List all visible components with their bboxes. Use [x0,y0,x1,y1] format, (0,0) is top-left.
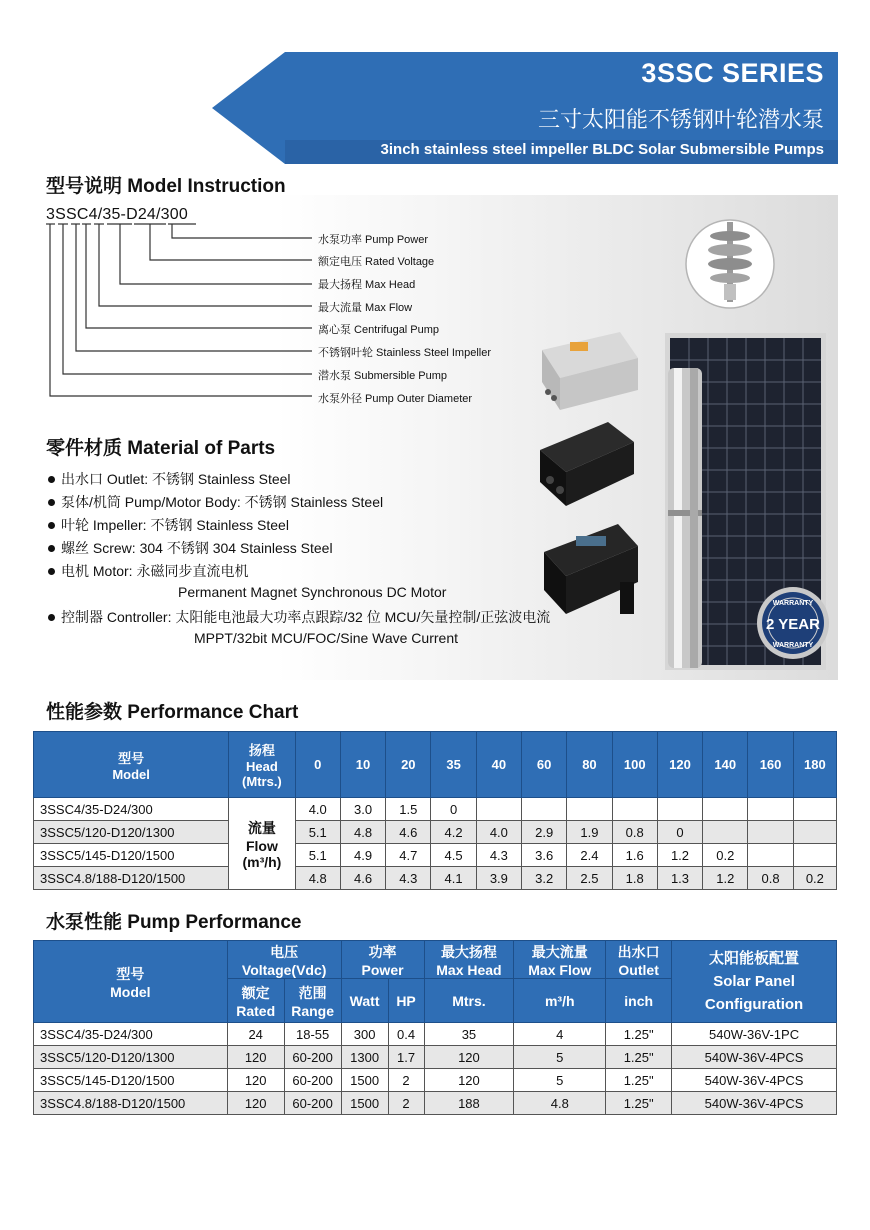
material-title: 零件材质 Material of Parts [46,438,276,459]
table-row [34,867,837,890]
head-value: 0 [295,732,340,798]
head-value: 140 [703,732,748,798]
table-cell: 4.0 [476,821,521,844]
table-cell: 120 [424,1046,514,1069]
table-cell: 0.8 [612,821,657,844]
legend-impeller: 不锈钢叶轮 Stainless Steel Impeller [318,347,491,359]
table-cell: 1500 [341,1092,388,1115]
legend-diameter: 水泵外径 Pump Outer Diameter [318,393,473,405]
performance-table [33,731,837,890]
pump-performance-table [33,940,837,1115]
legend-max-flow: 最大流量 Max Flow [318,302,413,314]
hp-header: HP [388,979,424,1023]
model-cell: 3SSC4/35-D24/300 [34,798,229,821]
head-value: 60 [522,732,567,798]
legend-submersible: 潜水泵 Submersible Pump [318,370,447,382]
table-cell: 1.25" [606,1046,672,1069]
table-cell [748,821,793,844]
chinese-title: 三寸太阳能不锈钢叶轮潜水泵 [537,107,824,132]
table-row [34,941,837,979]
table-cell: 5 [514,1046,606,1069]
controller-black-image [540,422,634,506]
legend-pump-power: 水泵功率 Pump Power [318,234,429,246]
model-header: 型号 Model [34,941,228,1023]
table-cell: 1.5 [386,798,431,821]
table-cell: 3SSC4/35-D24/300 [34,1023,228,1046]
legend-centrifugal-pump: 离心泵 Centrifugal Pump [318,324,440,336]
table-cell: 0 [657,821,702,844]
rated-header: 额定 Rated [227,979,284,1023]
table-row [34,1069,837,1092]
head-header: 扬程 Head (Mtrs.) [229,732,295,798]
table-cell: 4.6 [340,867,385,890]
table-cell: 4.5 [431,844,476,867]
table-cell: 4.7 [386,844,431,867]
impeller-image [686,220,774,308]
table-cell: 0.2 [703,844,748,867]
table-cell: 18-55 [284,1023,341,1046]
table-cell: 2 [388,1092,424,1115]
table-cell: 0.2 [793,867,836,890]
performance-header-row [34,732,837,798]
watt-header: Watt [341,979,388,1023]
table-cell: 4.0 [295,798,340,821]
model-code: 3SSC4/35-D24/300 [46,206,188,223]
inch-header: inch [606,979,672,1023]
table-cell: 3.0 [340,798,385,821]
head-value: 20 [386,732,431,798]
svg-text:2 YEAR: 2 YEAR [766,616,820,633]
table-cell: 540W-36V-4PCS [672,1046,837,1069]
table-cell: 2 [388,1069,424,1092]
table-cell: 3.9 [476,867,521,890]
table-cell: 3SSC5/145-D120/1500 [34,1069,228,1092]
table-cell [748,798,793,821]
material-outlet: 出水口 Outlet: 不锈钢 Stainless Steel [48,469,291,489]
table-cell: 300 [341,1023,388,1046]
table-cell: 4.6 [386,821,431,844]
table-cell [793,821,836,844]
table-cell: 5.1 [295,844,340,867]
max-head-header: 最大扬程 Max Head [424,941,514,979]
table-row [34,798,837,821]
model-cell: 3SSC5/120-D120/1300 [34,821,229,844]
table-cell: 1300 [341,1046,388,1069]
performance-chart-title: 性能参数 Performance Chart [46,702,299,723]
table-cell: 1500 [341,1069,388,1092]
table-cell [612,798,657,821]
table-cell: 1.25" [606,1069,672,1092]
head-value: 10 [340,732,385,798]
table-cell: 540W-36V-1PC [672,1023,837,1046]
model-instruction-title: 型号说明 Model Instruction [46,176,286,197]
table-cell: 120 [227,1092,284,1115]
table-cell [748,844,793,867]
material-motor: 电机 Motor: 永磁同步直流电机 [48,561,248,581]
material-impeller: 叶轮 Impeller: 不锈钢 Stainless Steel [48,515,289,535]
flow-unit-header: m³/h [514,979,606,1023]
table-cell: 4.8 [340,821,385,844]
table-cell [793,844,836,867]
table-cell: 2.5 [567,867,612,890]
table-cell [703,821,748,844]
legend-rated-voltage: 额定电压 Rated Voltage [318,256,435,268]
table-cell [657,798,702,821]
table-row [34,821,837,844]
table-cell: 1.2 [703,867,748,890]
table-cell: 1.2 [657,844,702,867]
pump-performance-title: 水泵性能 Pump Performance [46,912,302,933]
table-cell: 3.2 [522,867,567,890]
table-cell: 1.9 [567,821,612,844]
table-cell: 4.8 [514,1092,606,1115]
table-row [34,1046,837,1069]
model-cell: 3SSC4.8/188-D120/1500 [34,867,229,890]
controller-display-image [544,524,638,614]
table-cell: 120 [227,1069,284,1092]
table-cell: 2.4 [567,844,612,867]
table-cell: 60-200 [284,1092,341,1115]
table-cell: 1.8 [612,867,657,890]
table-cell: 1.3 [657,867,702,890]
svg-text:WARRANTY: WARRANTY [772,600,814,607]
table-cell [476,798,521,821]
table-cell: 540W-36V-4PCS [672,1069,837,1092]
head-value: 100 [612,732,657,798]
table-cell [522,798,567,821]
table-cell: 540W-36V-4PCS [672,1092,837,1115]
table-cell [793,798,836,821]
range-header: 范围 Range [284,979,341,1023]
table-cell [703,798,748,821]
head-value: 35 [431,732,476,798]
table-cell: 4.8 [295,867,340,890]
table-cell: 60-200 [284,1069,341,1092]
table-cell: 3SSC4.8/188-D120/1500 [34,1092,228,1115]
controller-silver-image [542,332,638,410]
table-cell: 1.25" [606,1092,672,1115]
table-cell: 188 [424,1092,514,1115]
material-body: 泵体/机筒 Pump/Motor Body: 不锈钢 Stainless Steel [48,492,383,512]
table-cell: 4.9 [340,844,385,867]
table-cell: 2.9 [522,821,567,844]
head-value: 40 [476,732,521,798]
model-header: 型号 Model [34,732,229,798]
table-cell: 1.6 [612,844,657,867]
table-cell: 3SSC5/120-D120/1300 [34,1046,228,1069]
power-header: 功率 Power [341,941,424,979]
table-row [34,1023,837,1046]
table-cell: 4.3 [476,844,521,867]
svg-text:WARRANTY: WARRANTY [772,642,814,649]
warranty-badge [755,585,831,661]
table-row [34,844,837,867]
table-cell: 1.25" [606,1023,672,1046]
model-cell: 3SSC5/145-D120/1500 [34,844,229,867]
table-cell: 4.2 [431,821,476,844]
solar-header: 太阳能板配置 Solar Panel Configuration [672,941,837,1023]
legend-max-head: 最大扬程 Max Head [318,279,416,291]
head-value: 180 [793,732,836,798]
table-cell: 5 [514,1069,606,1092]
head-value: 120 [657,732,702,798]
table-cell: 3.6 [522,844,567,867]
material-screw: 螺丝 Screw: 304 不锈钢 304 Stainless Steel [48,538,333,558]
voltage-header: 电压 Voltage(Vdc) [227,941,341,979]
table-cell [567,798,612,821]
table-cell: 4.3 [386,867,431,890]
table-cell: 0 [431,798,476,821]
table-cell: 4 [514,1023,606,1046]
table-cell: 0.8 [748,867,793,890]
table-cell: 0.4 [388,1023,424,1046]
table-cell: 60-200 [284,1046,341,1069]
table-cell: 5.1 [295,821,340,844]
table-cell: 24 [227,1023,284,1046]
flow-label-cell: 流量 Flow (m³/h) [229,798,295,890]
table-row [34,1092,837,1115]
material-controller-en: MPPT/32bit MCU/FOC/Sine Wave Current [194,630,458,646]
series-title: 3SSC SERIES [641,58,824,88]
english-title: 3inch stainless steel impeller BLDC Solar Submersible Pumps [380,141,824,158]
outlet-header: 出水口 Outlet [606,941,672,979]
head-value: 160 [748,732,793,798]
head-value: 80 [567,732,612,798]
pump-image [668,368,702,668]
table-cell: 1.7 [388,1046,424,1069]
material-motor-en: Permanent Magnet Synchronous DC Motor [178,584,447,600]
table-cell: 120 [424,1069,514,1092]
material-controller: 控制器 Controller: 太阳能电池最大功率点跟踪/32 位 MCU/矢量控制/正弦波电流 [48,607,550,627]
table-cell: 4.1 [431,867,476,890]
max-flow-header: 最大流量 Max Flow [514,941,606,979]
table-cell: 35 [424,1023,514,1046]
mtrs-header: Mtrs. [424,979,514,1023]
table-cell: 120 [227,1046,284,1069]
